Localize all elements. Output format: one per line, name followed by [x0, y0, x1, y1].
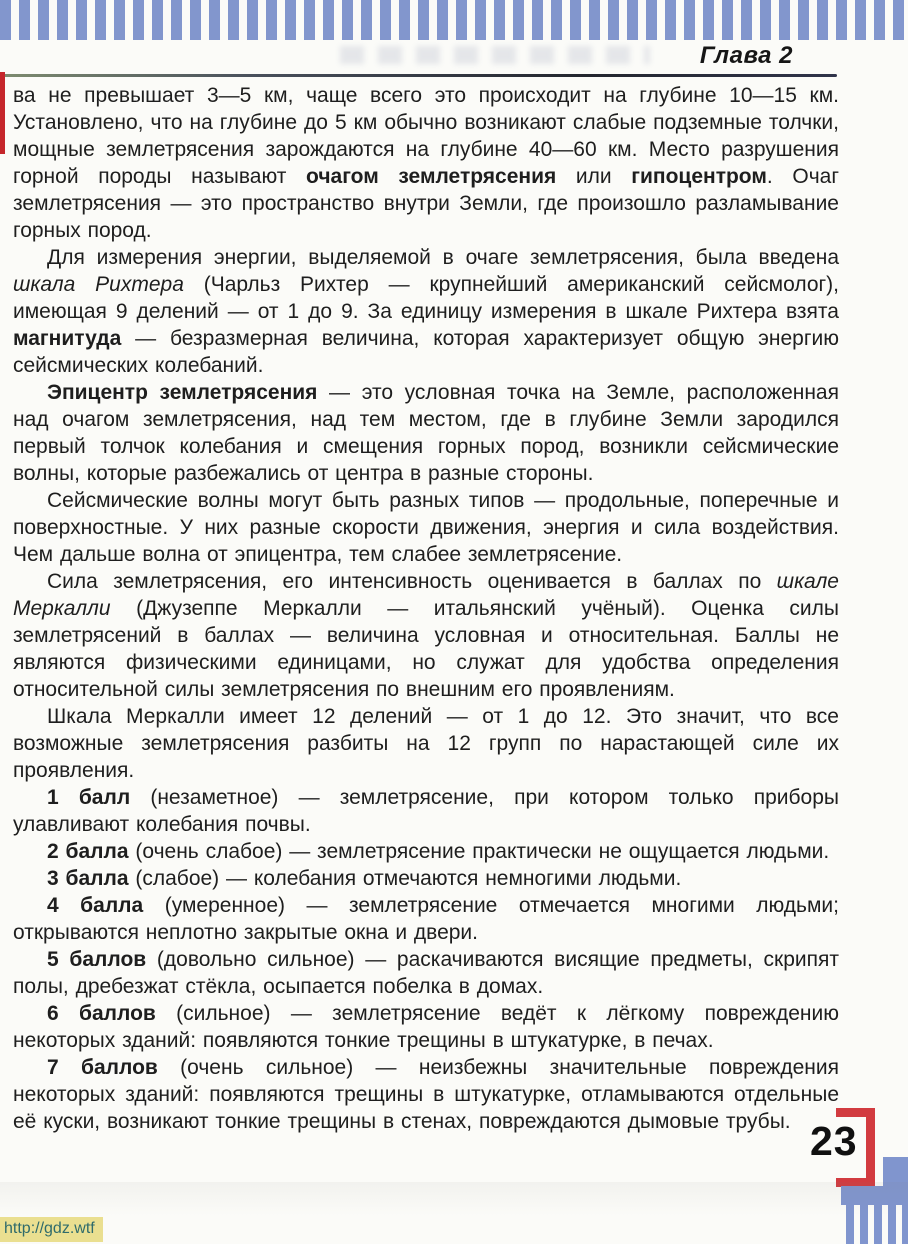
bold-term: 6 баллов: [47, 1002, 156, 1025]
watermark-url: http://gdz.wtf: [0, 1217, 103, 1242]
text-run: Сила землетрясения, его интенсивность оценивается в баллах по: [47, 570, 777, 593]
text-run: ва не превышает 3—5 км, чаще всего это происходит на глубине 10—15 км. Установлено, что на глубине до 5 км обычно возникают слабые подземные толчки, мощные землетрясения зарождаются на глубине 40—60 км. Место разрушения горной породы называют: [13, 84, 839, 188]
text-run: (незаметное) — землетрясение, при котором только приборы улавливают колебания почвы.: [13, 786, 839, 836]
bold-term: очагом землетрясения: [306, 165, 557, 188]
bold-term: Эпицентр землетрясения: [47, 381, 318, 404]
paragraph: [13, 82, 839, 244]
scan-shadow: [0, 1182, 908, 1216]
text-run: (очень слабое) — землетрясение практически не ощущается людьми.: [128, 840, 830, 863]
bold-term: 4 балла: [47, 894, 144, 917]
text-run: (сильное) — землетрясение ведёт к лёгкому повреждению некоторых зданий: появляются тонкие трещины в штукатурке, в печах.: [13, 1002, 839, 1052]
text-run: (очень сильное) — неизбежны значительные повреждения некоторых зданий: появляются трещины в штукатурке, отламываются отдельные её куски, возникают тонкие трещины в стенах, повреждаются дымовые трубы.: [13, 1056, 839, 1133]
bold-term: 5 баллов: [47, 948, 147, 971]
bold-term: 2 балла: [47, 840, 129, 863]
text-run: (Чарльз Рихтер — крупнейший американский сейсмолог), имеющая 9 делений — от 1 до 9. За единицу измерения в шкале Рихтера взята: [13, 273, 839, 323]
italic-term: шкале Меркалли: [13, 570, 839, 620]
bold-term: 1 балл: [47, 786, 131, 809]
header-rule: [0, 74, 837, 77]
text-run: или: [556, 165, 632, 188]
bold-term: 3 балла: [47, 867, 129, 890]
top-stripe-decoration: [0, 0, 908, 40]
paragraph: [13, 379, 839, 487]
body-text: [13, 82, 839, 1135]
paragraph: [13, 487, 839, 568]
paragraph: [13, 703, 839, 784]
paragraph: [13, 1054, 839, 1135]
text-run: (слабое) — колебания отмечаются немногими людьми.: [128, 867, 682, 890]
left-margin-red-line: [0, 72, 5, 154]
page-number: 23: [810, 1118, 858, 1164]
paragraph: [13, 784, 839, 838]
text-run: Сейсмические волны могут быть разных типов — продольные, поперечные и поверхностные. У них разные скорости движения, энергия и сила воздействия. Чем дальше волна от эпицентра, тем слабее землетрясение.: [13, 489, 839, 566]
bold-term: 7 баллов: [47, 1056, 158, 1079]
bold-term: гипоцентром: [631, 165, 767, 188]
bold-term: магнитуда: [13, 327, 122, 350]
paragraph: [13, 568, 839, 703]
text-run: . Очаг землетрясения — это пространство внутри Земли, где произошло разламывание горных пород.: [13, 165, 839, 242]
text-run: (довольно сильное) — раскачиваются висящие предметы, скрипят полы, дребезжат стёкла, осыпается побелка в домах.: [13, 948, 839, 998]
header-ghost-bleedthrough: [340, 46, 650, 64]
text-run: (умеренное) — землетрясение отмечается многими людьми; открываются неплотно закрытые окна и двери.: [13, 894, 839, 944]
paragraph: [13, 946, 839, 1000]
paragraph: [13, 892, 839, 946]
paragraph: [13, 838, 839, 865]
text-run: — это условная точка на Земле, расположенная над очагом землетрясения, над тем местом, где в глубине Земли зародился первый толчок колебания и смещения горных пород, возникли сейсмические волны, которые разбежались от центра в разные стороны.: [13, 381, 839, 485]
paragraph: [13, 244, 839, 379]
text-run: (Джузеппе Меркалли — итальянский учёный). Оценка силы землетрясений в баллах — величина условная и относительная. Баллы не являются физическими единицами, но служат для удобства определения относительной силы землетрясения по внешним его проявлениям.: [13, 597, 839, 701]
text-run: — безразмерная величина, которая характеризует общую энергию сейсмических колебаний.: [13, 327, 839, 377]
chapter-heading: Глава 2: [699, 42, 793, 69]
text-run: Для измерения энергии, выделяемой в очаге землетрясения, была введена: [47, 246, 839, 269]
italic-term: шкала Рихтера: [13, 273, 184, 296]
paragraph: [13, 1000, 839, 1054]
paragraph: [13, 865, 839, 892]
text-run: Шкала Меркалли имеет 12 делений — от 1 до 12. Это значит, что все возможные землетрясения разбиты на 12 групп по нарастающей силе их проявления.: [13, 705, 839, 782]
